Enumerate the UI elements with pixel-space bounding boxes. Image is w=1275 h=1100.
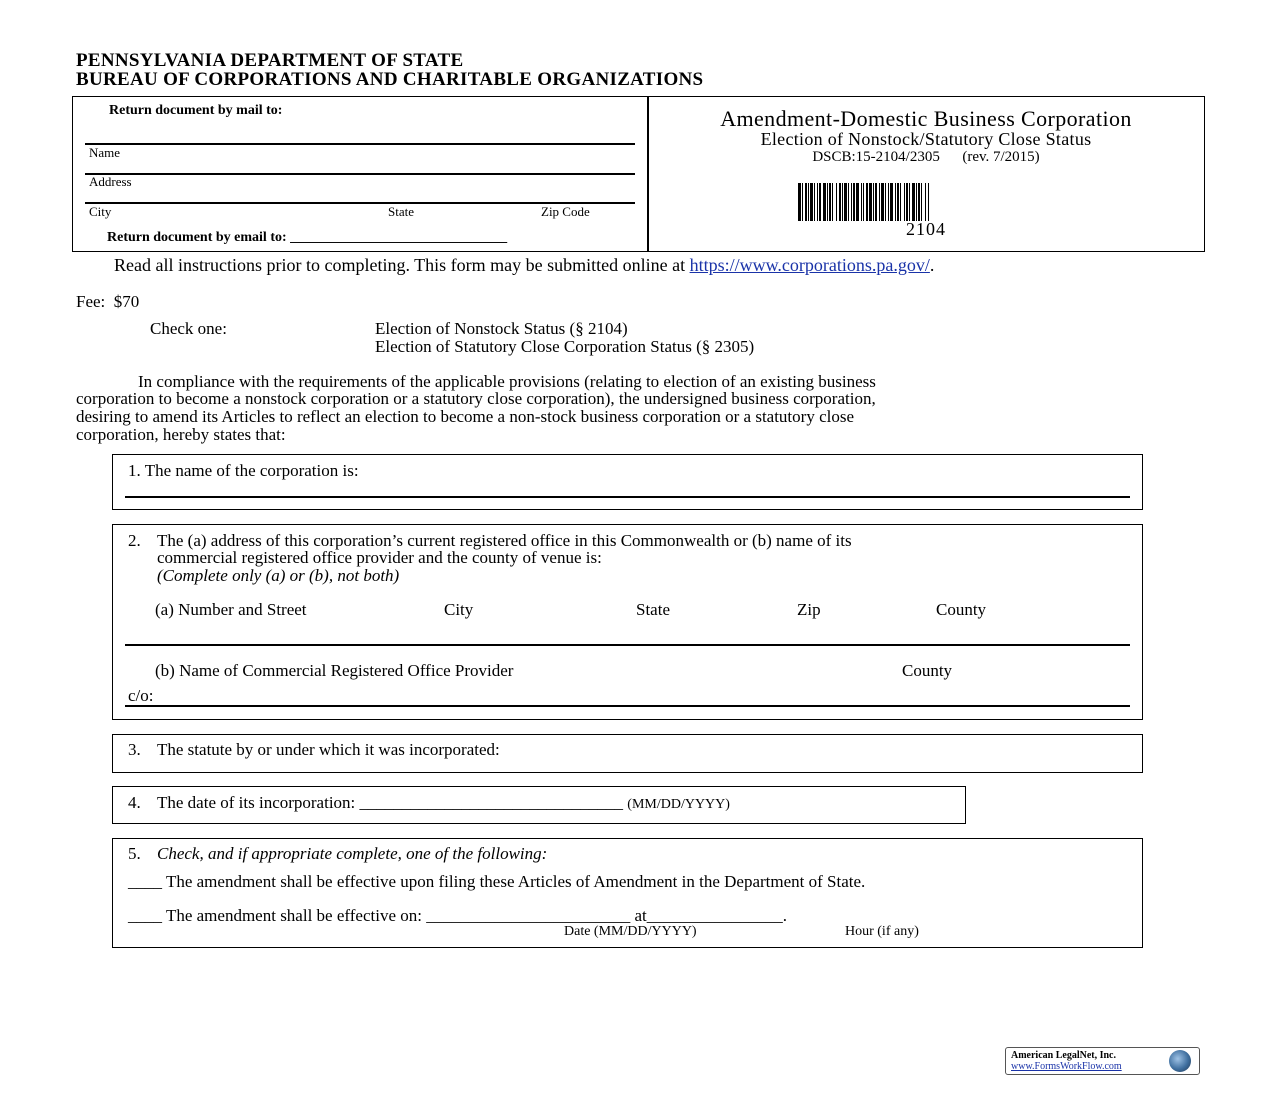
effective-upon-filing-row xyxy=(128,872,865,892)
incorporation-date-format: (MM/DD/YYYY) xyxy=(627,797,730,812)
incorporation-date-field[interactable]: _______________________________ xyxy=(359,793,624,812)
date-format-label: Date (MM/DD/YYYY) xyxy=(564,924,697,939)
fee-amount: $70 xyxy=(113,292,140,311)
department-heading: PENNSYLVANIA DEPARTMENT OF STATE xyxy=(76,50,464,71)
period: . xyxy=(782,906,787,925)
intro-line-3: desiring to amend its Articles to reflect an election to become a non-stock business corporation or a statutory close xyxy=(76,407,854,426)
option-statutory-close[interactable]: Election of Statutory Close Corporation Status (§ 2305) xyxy=(375,337,755,356)
form-code: DSCB:15-2104/2305 xyxy=(812,149,940,165)
zip-code-label: Zip Code xyxy=(541,204,590,219)
instructions-end: . xyxy=(929,255,935,275)
street-label: (a) Number and Street xyxy=(155,600,307,619)
globe-icon xyxy=(1169,1050,1191,1072)
fee-row xyxy=(76,292,139,312)
instructions-text: Read all instructions prior to completing. This form may be submitted online at xyxy=(114,255,690,275)
form-revision: (rev. 7/2015) xyxy=(962,149,1040,165)
section-4-row xyxy=(157,793,730,813)
section-3-box xyxy=(112,734,1143,773)
section-1-text: 1. The name of the corporation is: xyxy=(128,461,359,480)
section-3-text: The statute by or under which it was incorporated: xyxy=(157,740,500,759)
effective-on-date-text: The amendment shall be effective on: xyxy=(165,906,422,925)
provider-label: (b) Name of Commercial Registered Office Provider xyxy=(155,661,514,680)
at-label: at xyxy=(634,906,647,925)
fee-label: Fee: xyxy=(76,292,106,311)
barcode-bar xyxy=(929,183,930,221)
effective-hour-field[interactable]: ________________ xyxy=(646,906,783,925)
form-title: Amendment-Domestic Business Corporation xyxy=(720,106,1132,131)
form-title-box xyxy=(647,96,1205,252)
return-email-label: Return document by email to: xyxy=(107,230,287,245)
option-nonstock[interactable]: Election of Nonstock Status (§ 2104) xyxy=(375,319,628,338)
return-email-row xyxy=(107,230,507,246)
section-4-text: The date of its incorporation: xyxy=(157,793,356,812)
section-4-box xyxy=(112,786,966,824)
county-label-b: County xyxy=(902,661,953,680)
effective-on-date-row xyxy=(128,906,787,926)
section-5-number: 5. xyxy=(128,844,141,863)
bureau-heading: BUREAU OF CORPORATIONS AND CHARITABLE ORGANIZATIONS xyxy=(76,69,704,90)
section-4-number: 4. xyxy=(128,793,141,812)
section-3-number: 3. xyxy=(128,740,141,759)
state-label: State xyxy=(388,204,414,219)
effective-upon-filing-text: The amendment shall be effective upon filing these Articles of Amendment in the Department of State. xyxy=(165,872,866,891)
care-of-label: c/o: xyxy=(128,686,154,705)
intro-line-1: In compliance with the requirements of the applicable provisions (relating to election of an existing business xyxy=(138,372,876,391)
instructions-line xyxy=(114,255,934,276)
section-2-number: 2. xyxy=(128,531,141,550)
section-5-box xyxy=(112,838,1143,948)
barcode-bars xyxy=(798,183,930,221)
legalnet-company: American LegalNet, Inc. xyxy=(1011,1050,1116,1061)
section-1-box xyxy=(112,454,1143,510)
name-label: Name xyxy=(89,145,121,160)
intro-line-4: corporation, hereby states that: xyxy=(76,425,286,444)
registered-office-address-line[interactable] xyxy=(125,644,1130,646)
zip-label-2: Zip xyxy=(797,600,821,619)
return-email-field[interactable]: _______________________________ xyxy=(290,230,508,245)
corporations-website-link[interactable]: https://www.corporations.pa.gov/ xyxy=(689,255,930,275)
section-2-line-2: commercial registered office provider and the county of venue is: xyxy=(157,548,602,567)
section-5-heading: Check, and if appropriate complete, one of the following: xyxy=(157,844,548,863)
effective-on-date-checkbox[interactable]: ____ xyxy=(128,906,162,925)
hour-label: Hour (if any) xyxy=(845,924,919,939)
corporation-name-line[interactable] xyxy=(125,496,1130,498)
city-label-2: City xyxy=(444,600,474,619)
section-2-note: (Complete only (a) or (b), not both) xyxy=(157,566,400,585)
form-code-row xyxy=(648,149,1204,166)
section-2-box xyxy=(112,524,1143,720)
effective-date-field[interactable]: ________________________ xyxy=(426,906,631,925)
address-line[interactable] xyxy=(85,173,635,175)
name-line[interactable] xyxy=(85,143,635,145)
return-mail-label: Return document by mail to: xyxy=(109,103,283,118)
effective-upon-filing-checkbox[interactable]: ____ xyxy=(128,872,162,891)
intro-line-2: corporation to become a nonstock corporation or a statutory close corporation), the undersigned business corporation, xyxy=(76,389,876,408)
return-document-box xyxy=(72,96,649,252)
form-subtitle: Election of Nonstock/Statutory Close Status xyxy=(760,129,1092,149)
city-label: City xyxy=(89,204,112,219)
address-label: Address xyxy=(89,174,132,189)
formsworkflow-link[interactable]: www.FormsWorkFlow.com xyxy=(1011,1061,1122,1072)
check-one-label: Check one: xyxy=(150,319,227,338)
county-label-a: County xyxy=(936,600,987,619)
provider-line[interactable] xyxy=(125,705,1130,707)
section-2-line-1: The (a) address of this corporation’s current registered office in this Commonwealth or (b) name of its xyxy=(157,531,852,550)
barcode-number: 2104 xyxy=(906,219,946,239)
state-label-2: State xyxy=(636,600,670,619)
legalnet-badge[interactable] xyxy=(1005,1047,1200,1075)
barcode xyxy=(798,183,930,221)
